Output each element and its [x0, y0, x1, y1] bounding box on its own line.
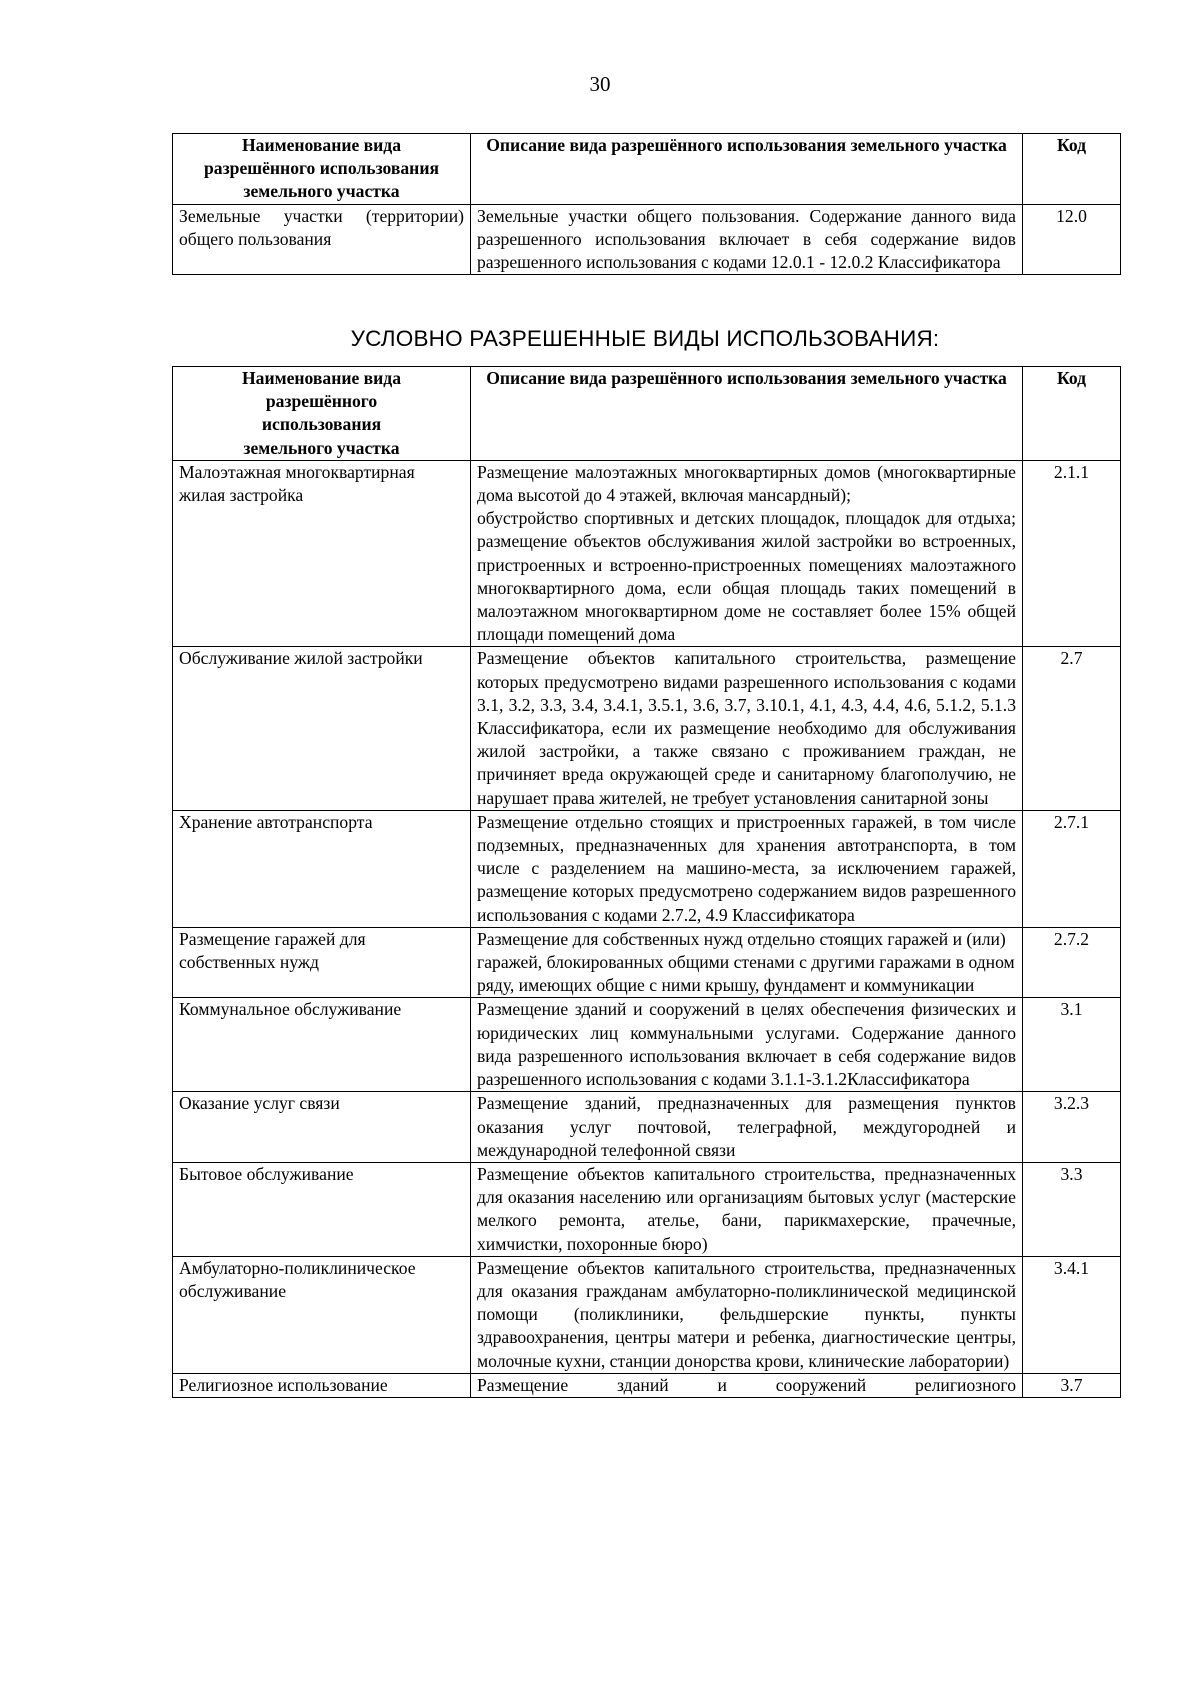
table-row — [173, 1373, 1121, 1397]
header-code: Код — [1023, 367, 1121, 461]
table-row — [173, 460, 1121, 647]
row-code: 2.7.1 — [1023, 810, 1121, 927]
row-code: 12.0 — [1023, 204, 1121, 275]
row-description: Размещение для собственных нужд отдельно стоящих гаражей и (или) гаражей, блокированных общими стенами с другими гаражами в одном ряду, имеющих общие с ними крышу, фундамент и коммуникации — [471, 927, 1023, 998]
table-row — [173, 1256, 1121, 1373]
row-name: Размещение гаражей для собственных нужд — [173, 927, 471, 998]
row-code: 2.1.1 — [1023, 460, 1121, 647]
row-name: Амбулаторно-поликлиническое обслуживание — [173, 1256, 471, 1373]
row-description: Размещение зданий и сооружений в целях обеспечения физических и юридических лиц коммунальными услугами. Содержание данного вида разрешенного использования включает в себя содержание видов разрешенного использования с кодами 3.1.1-3.1.2Классификатора — [471, 998, 1023, 1092]
table-row — [173, 998, 1121, 1092]
table-row — [173, 810, 1121, 927]
row-description: Размещение объектов капитального строительства, предназначенных для оказания населению или организациям бытовых услуг (мастерские мелкого ремонта, ателье, бани, парикмахерские, прачечные, химчистки, похоронные бюро) — [471, 1162, 1023, 1256]
header-code: Код — [1023, 134, 1121, 205]
row-name: Оказание услуг связи — [173, 1092, 471, 1163]
row-description — [471, 460, 1023, 647]
row-name: Хранение автотранспорта — [173, 810, 471, 927]
row-name: Коммунальное обслуживание — [173, 998, 471, 1092]
row-description: Размещение объектов капитального строительства, предназначенных для оказания гражданам амбулаторно-поликлинической медицинской помощи (поликлиники, фельдшерские пункты, пункты здравоохранения, центры матери и ребенка, диагностические центры, молочные кухни, станции донорства крови, клинические лаборатории) — [471, 1256, 1023, 1373]
row-name: Малоэтажная многоквартирная жилая застройка — [173, 460, 471, 647]
row-description-part: Размещение малоэтажных многоквартирных домов (многоквартирные дома высотой до 4 этажей, включая мансардный); — [477, 461, 1016, 506]
row-description: Земельные участки общего пользования. Содержание данного вида разрешенного использования включает в себя содержание видов разрешенного использования с кодами 12.0.1 - 12.0.2 Классификатора — [471, 204, 1023, 275]
row-code: 3.7 — [1023, 1373, 1121, 1397]
row-description: Размещение зданий и сооружений религиозного — [471, 1373, 1023, 1397]
section-title: УСЛОВНО РАЗРЕШЕННЫЕ ВИДЫ ИСПОЛЬЗОВАНИЯ: — [350, 326, 940, 351]
page-number: 30 — [589, 72, 611, 96]
row-code: 3.3 — [1023, 1162, 1121, 1256]
table-row — [173, 1092, 1121, 1163]
conditional-use-table — [172, 366, 1121, 1398]
row-code: 3.4.1 — [1023, 1256, 1121, 1373]
row-name: Земельные участки (территории) общего пользования — [173, 204, 471, 275]
row-name: Религиозное использование — [173, 1373, 471, 1397]
row-description: Размещение зданий, предназначенных для размещения пунктов оказания услуг почтовой, телеграфной, междугородней и международной телефонной связи — [471, 1092, 1023, 1163]
header-description: Описание вида разрешённого использования земельного участка — [471, 367, 1023, 461]
header-description: Описание вида разрешённого использования земельного участка — [471, 134, 1023, 205]
row-code: 3.1 — [1023, 998, 1121, 1092]
row-description-part: обустройство спортивных и детских площадок, площадок для отдыха; размещение объектов обслуживания жилой застройки во встроенных, пристроенных и встроенно-пристроенных помещениях малоэтажного многоквартирного дома, если общая площадь таких помещений в малоэтажном многоквартирном доме не составляет более 15% общей площади помещений дома — [477, 508, 1016, 645]
row-description: Размещение объектов капитального строительства, размещение которых предусмотрено видами разрешенного использования с кодами 3.1, 3.2, 3.3, 3.4, 3.4.1, 3.5.1, 3.6, 3.7, 3.10.1, 4.1, 4.3, 4.4, 4.6, 5.1.2, 5.1.3 Классификатора, если их размещение необходимо для обслуживания жилой застройки, а также связано с проживанием граждан, не причиняет вреда окружающей среде и санитарному благополучию, не нарушает права жителей, не требует установления санитарной зоны — [471, 647, 1023, 810]
row-description: Размещение отдельно стоящих и пристроенных гаражей, в том числе подземных, предназначенных для хранения автотранспорта, в том числе с разделением на машино-места, за исключением гаражей, размещение которых предусмотрено содержанием видов разрешенного использования с кодами 2.7.2, 4.9 Классификатора — [471, 810, 1023, 927]
row-name: Обслуживание жилой застройки — [173, 647, 471, 810]
table-row — [173, 204, 1121, 275]
table-header-row — [173, 134, 1121, 205]
row-name: Бытовое обслуживание — [173, 1162, 471, 1256]
permitted-use-table — [172, 133, 1121, 275]
table-row — [173, 647, 1121, 810]
header-name: Наименование вида разрешённого использования земельного участка — [173, 367, 471, 461]
row-code: 2.7 — [1023, 647, 1121, 810]
table-row — [173, 927, 1121, 998]
table-header-row — [173, 367, 1121, 461]
row-code: 2.7.2 — [1023, 927, 1121, 998]
header-name: Наименование вида разрешённого использования земельного участка — [173, 134, 471, 205]
table-row — [173, 1162, 1121, 1256]
row-code: 3.2.3 — [1023, 1092, 1121, 1163]
